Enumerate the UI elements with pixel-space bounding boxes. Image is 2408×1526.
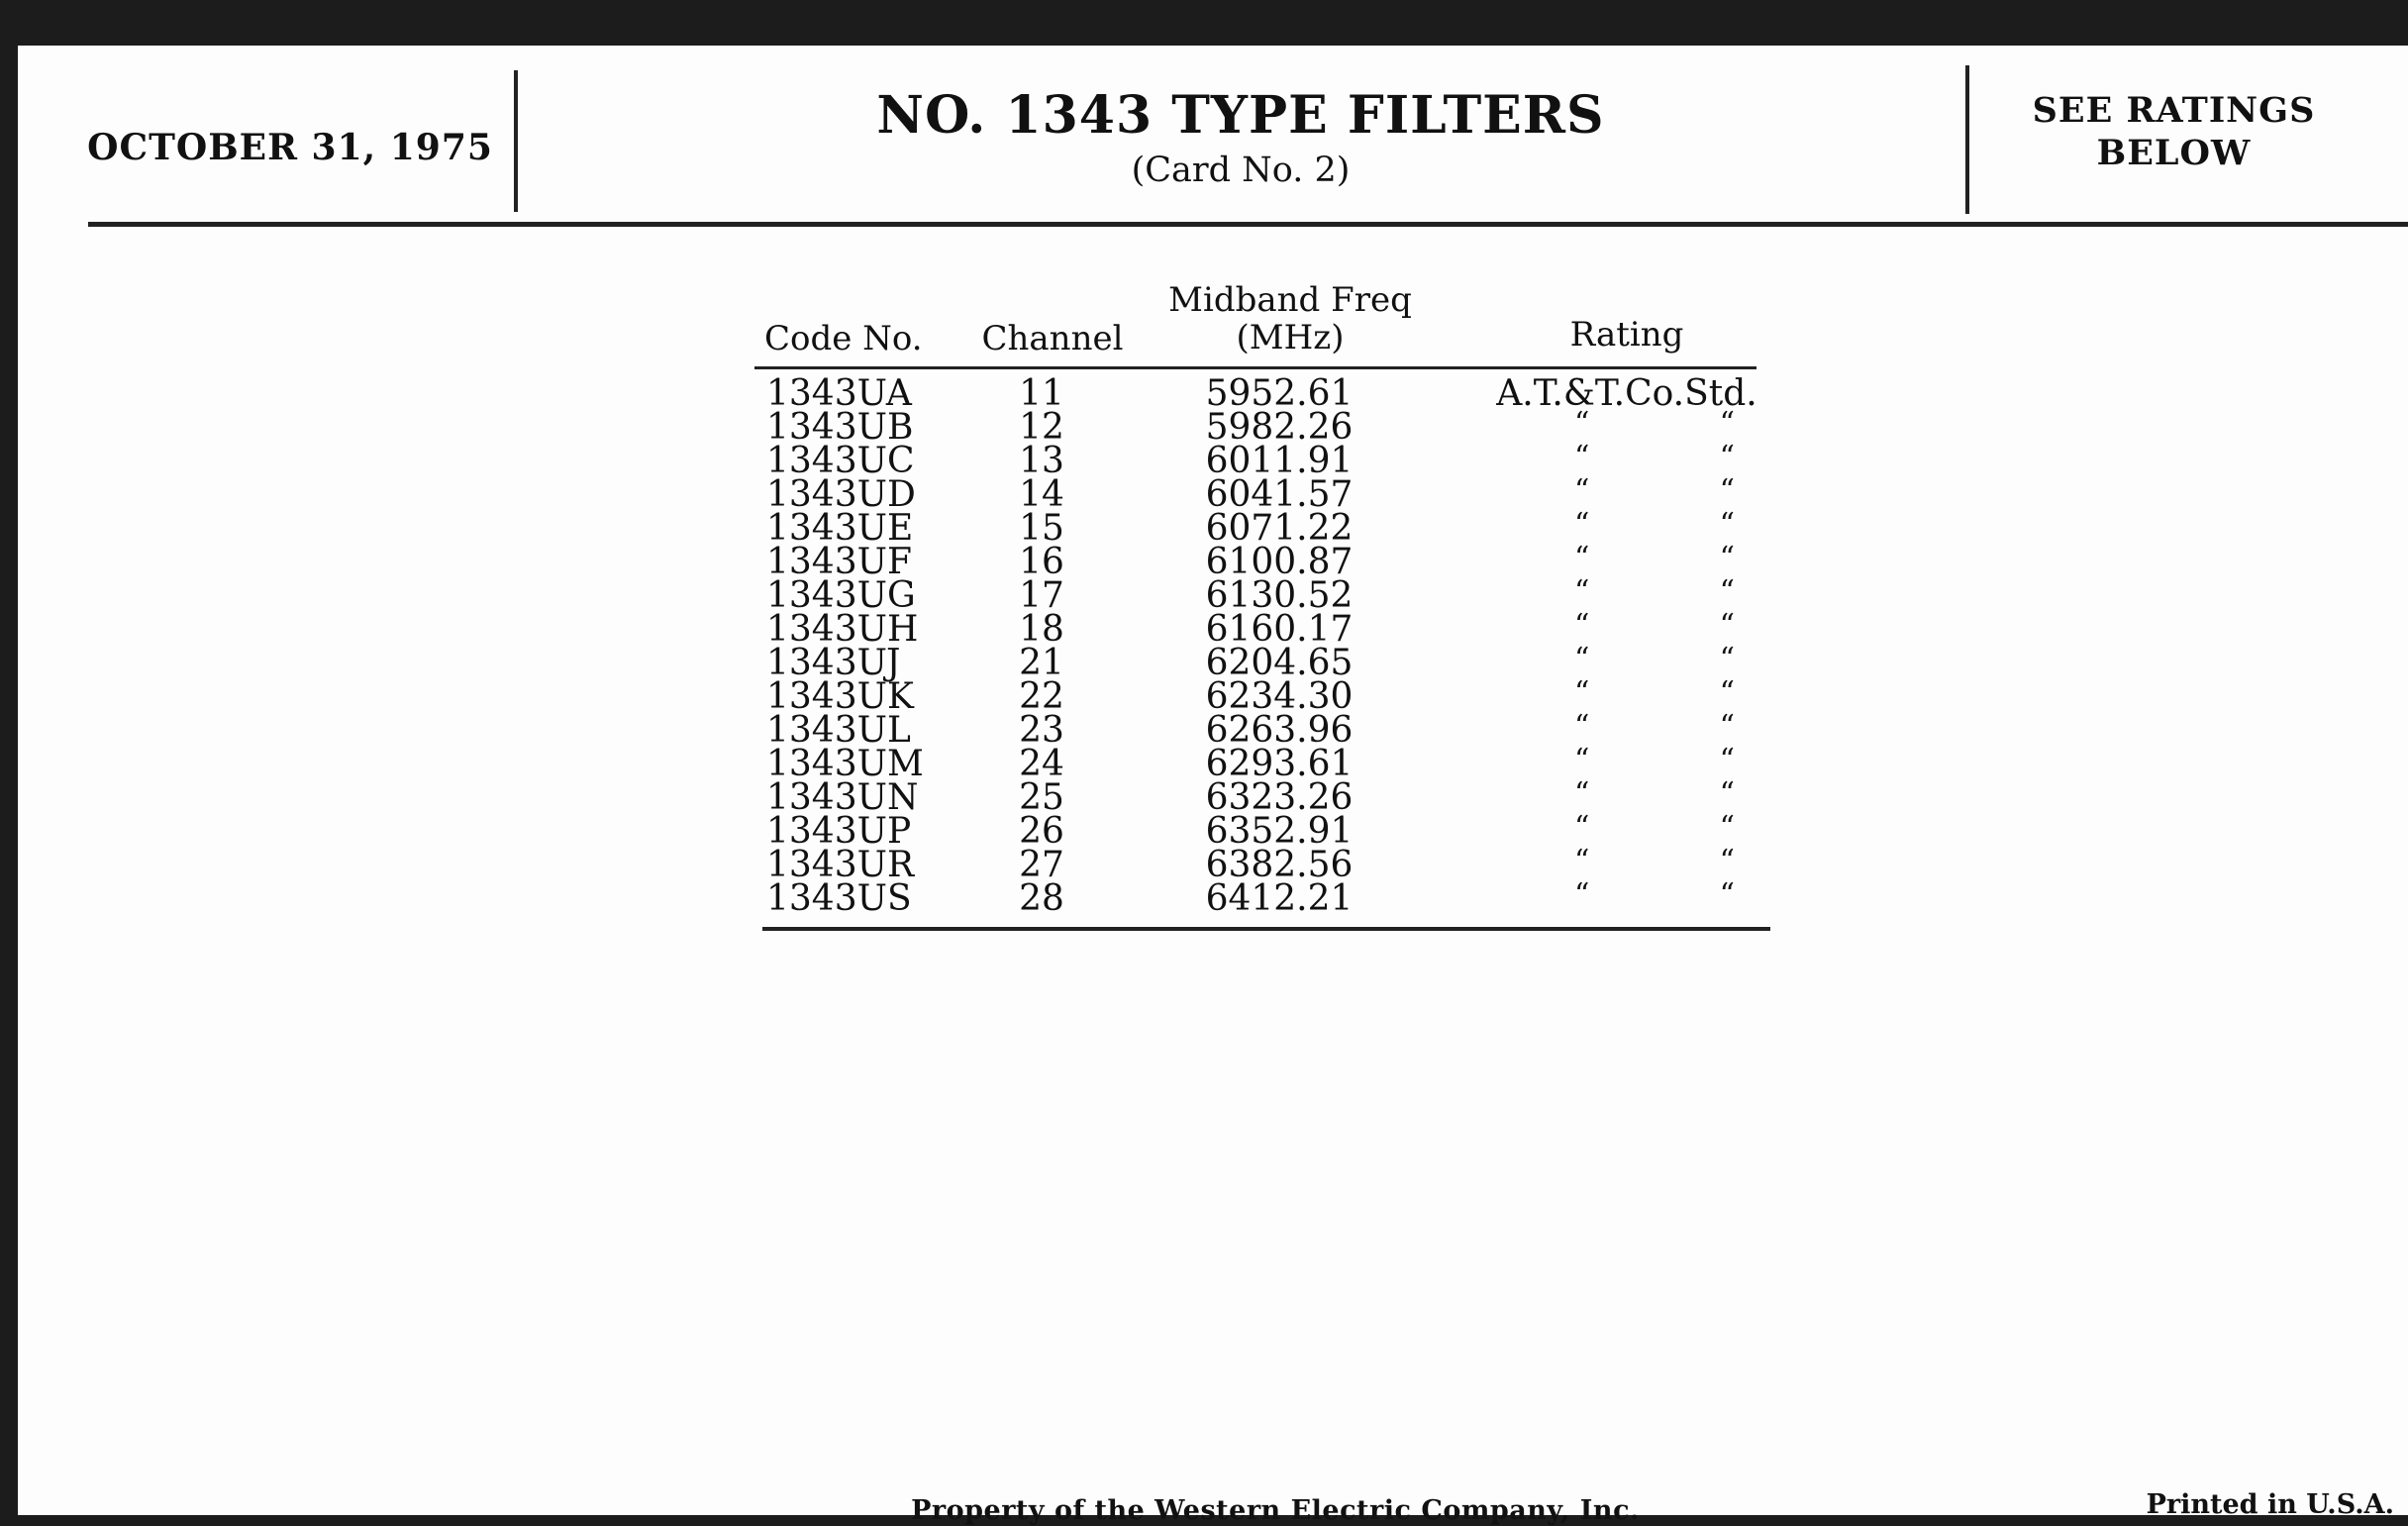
cell-code: 1343UA	[766, 373, 912, 414]
ratings-note-line2: BELOW	[2096, 133, 2252, 173]
table-row	[754, 574, 1774, 616]
table-row	[754, 373, 1774, 414]
ditto-mark: “	[1719, 507, 1735, 542]
cell-freq: 6011.91	[1205, 441, 1354, 481]
ditto-mark: “	[1719, 776, 1735, 811]
ditto-mark: “	[1574, 608, 1590, 643]
ditto-mark: “	[1719, 473, 1735, 508]
cell-channel: 15	[1019, 508, 1064, 549]
cell-code: 1343UD	[766, 474, 916, 515]
header-divider-left	[514, 70, 518, 212]
cell-channel: 22	[1019, 676, 1064, 717]
cell-code: 1343UC	[766, 441, 915, 481]
cell-channel: 12	[1019, 407, 1064, 448]
ditto-mark: “	[1574, 743, 1590, 777]
cell-code: 1343UJ	[766, 643, 901, 683]
filter-table	[741, 234, 1770, 919]
cell-rating-ditto	[1483, 406, 1770, 441]
ditto-mark: “	[1574, 675, 1590, 710]
cell-freq: 6352.91	[1205, 811, 1354, 852]
ditto-mark: “	[1719, 709, 1735, 744]
cell-rating-ditto	[1483, 608, 1770, 643]
table-bottom-rule	[762, 927, 1770, 931]
table-row	[754, 642, 1774, 683]
cell-rating: A.T.&T.Co.Std.	[1496, 373, 1757, 414]
cell-rating-ditto	[1483, 473, 1770, 508]
cell-code: 1343UG	[766, 575, 916, 616]
column-header-freq-line2: (MHz)	[1236, 318, 1345, 357]
cell-rating-ditto	[1483, 541, 1770, 575]
card-title: NO. 1343 TYPE FILTERS	[876, 85, 1605, 146]
cell-code: 1343UN	[766, 777, 919, 818]
ditto-mark: “	[1574, 810, 1590, 845]
cell-rating-ditto	[1483, 507, 1770, 542]
ditto-mark: “	[1719, 574, 1735, 609]
cell-channel: 11	[1019, 373, 1064, 414]
ditto-mark: “	[1719, 844, 1735, 878]
cell-code: 1343UE	[766, 508, 914, 549]
table-row	[754, 406, 1774, 448]
ditto-mark: “	[1574, 844, 1590, 878]
ditto-mark: “	[1719, 406, 1735, 441]
table-row	[754, 541, 1774, 582]
cell-rating-ditto	[1483, 877, 1770, 912]
cell-code: 1343UB	[766, 407, 914, 448]
card-date: OCTOBER 31, 1975	[87, 127, 493, 168]
column-header-code: Code No.	[764, 319, 923, 358]
cell-channel: 26	[1019, 811, 1064, 852]
cell-code: 1343UK	[766, 676, 914, 717]
cell-rating-ditto	[1483, 844, 1770, 878]
ditto-mark: “	[1719, 541, 1735, 575]
ditto-mark: “	[1574, 440, 1590, 474]
cell-freq: 6263.96	[1205, 710, 1354, 751]
table-row	[754, 776, 1774, 818]
cell-channel: 17	[1019, 575, 1064, 616]
ditto-mark: “	[1719, 810, 1735, 845]
table-header	[741, 234, 1770, 362]
cell-channel: 25	[1019, 777, 1064, 818]
cell-rating-ditto	[1483, 810, 1770, 845]
table-body	[754, 373, 1774, 919]
cell-channel: 18	[1019, 609, 1064, 650]
cell-freq: 6323.26	[1205, 777, 1354, 818]
table-row	[754, 709, 1774, 751]
cell-rating-ditto	[1483, 743, 1770, 777]
table-row	[754, 844, 1774, 885]
ditto-mark: “	[1719, 675, 1735, 710]
column-header-freq	[1117, 281, 1463, 356]
header-rule	[88, 222, 2408, 227]
table-row	[754, 675, 1774, 717]
cell-freq: 6041.57	[1205, 474, 1354, 515]
printed-notice: Printed in U.S.A.	[2146, 1489, 2394, 1520]
cell-freq: 5952.61	[1205, 373, 1354, 414]
cell-channel: 24	[1019, 744, 1064, 784]
cell-code: 1343US	[766, 878, 912, 919]
ditto-mark: “	[1574, 541, 1590, 575]
ditto-mark: “	[1719, 608, 1735, 643]
cell-code: 1343UH	[766, 609, 919, 650]
cell-channel: 27	[1019, 845, 1064, 885]
ditto-mark: “	[1719, 743, 1735, 777]
cell-channel: 14	[1019, 474, 1064, 515]
column-header-channel: Channel	[981, 319, 1124, 358]
cell-freq: 6382.56	[1205, 845, 1354, 885]
table-row	[754, 877, 1774, 919]
cell-code: 1343UF	[766, 542, 912, 582]
cell-freq: 6071.22	[1205, 508, 1354, 549]
cell-freq: 6412.21	[1205, 878, 1354, 919]
cell-channel: 16	[1019, 542, 1064, 582]
cell-code: 1343UR	[766, 845, 915, 885]
cell-code: 1343UL	[766, 710, 911, 751]
ditto-mark: “	[1719, 440, 1735, 474]
cell-rating-ditto	[1483, 675, 1770, 710]
cell-code: 1343UM	[766, 744, 924, 784]
cell-rating-ditto	[1483, 440, 1770, 474]
cell-rating-ditto	[1483, 709, 1770, 744]
table-row	[754, 473, 1774, 515]
ditto-mark: “	[1574, 574, 1590, 609]
ditto-mark: “	[1574, 776, 1590, 811]
table-top-rule	[754, 366, 1756, 369]
ditto-mark: “	[1574, 507, 1590, 542]
column-header-freq-line1: Midband Freq	[1168, 280, 1412, 320]
card-title-block	[523, 85, 1958, 194]
table-row	[754, 743, 1774, 784]
ditto-mark: “	[1574, 877, 1590, 912]
card-subtitle: (Card No. 2)	[1131, 151, 1351, 190]
cell-freq: 5982.26	[1205, 407, 1354, 448]
cell-freq: 6160.17	[1205, 609, 1354, 650]
cell-freq: 6234.30	[1205, 676, 1354, 717]
table-row	[754, 608, 1774, 650]
column-header-rating: Rating	[1569, 315, 1684, 355]
cell-freq: 6130.52	[1205, 575, 1354, 616]
cell-rating-ditto	[1483, 642, 1770, 676]
cell-code: 1343UP	[766, 811, 912, 852]
header-divider-right	[1965, 65, 1969, 214]
ratings-note	[1973, 89, 2374, 174]
table-row	[754, 507, 1774, 549]
ditto-mark: “	[1574, 709, 1590, 744]
cell-channel: 13	[1019, 441, 1064, 481]
ditto-mark: “	[1574, 642, 1590, 676]
table-row	[754, 440, 1774, 481]
ditto-mark: “	[1719, 877, 1735, 912]
cell-rating-ditto	[1483, 776, 1770, 811]
ditto-mark: “	[1719, 642, 1735, 676]
ratings-note-line1: SEE RATINGS	[2032, 90, 2316, 131]
ditto-mark: “	[1574, 473, 1590, 508]
ditto-mark: “	[1574, 406, 1590, 441]
cell-freq: 6100.87	[1205, 542, 1354, 582]
filter-card	[18, 46, 2408, 1526]
cell-channel: 23	[1019, 710, 1064, 751]
cell-freq: 6204.65	[1205, 643, 1354, 683]
cell-rating-ditto	[1483, 574, 1770, 609]
cell-channel: 21	[1019, 643, 1064, 683]
cell-channel: 28	[1019, 878, 1064, 919]
property-notice: Property of the Western Electric Company, Inc.	[911, 1495, 1640, 1526]
table-row	[754, 810, 1774, 852]
cell-freq: 6293.61	[1205, 744, 1354, 784]
